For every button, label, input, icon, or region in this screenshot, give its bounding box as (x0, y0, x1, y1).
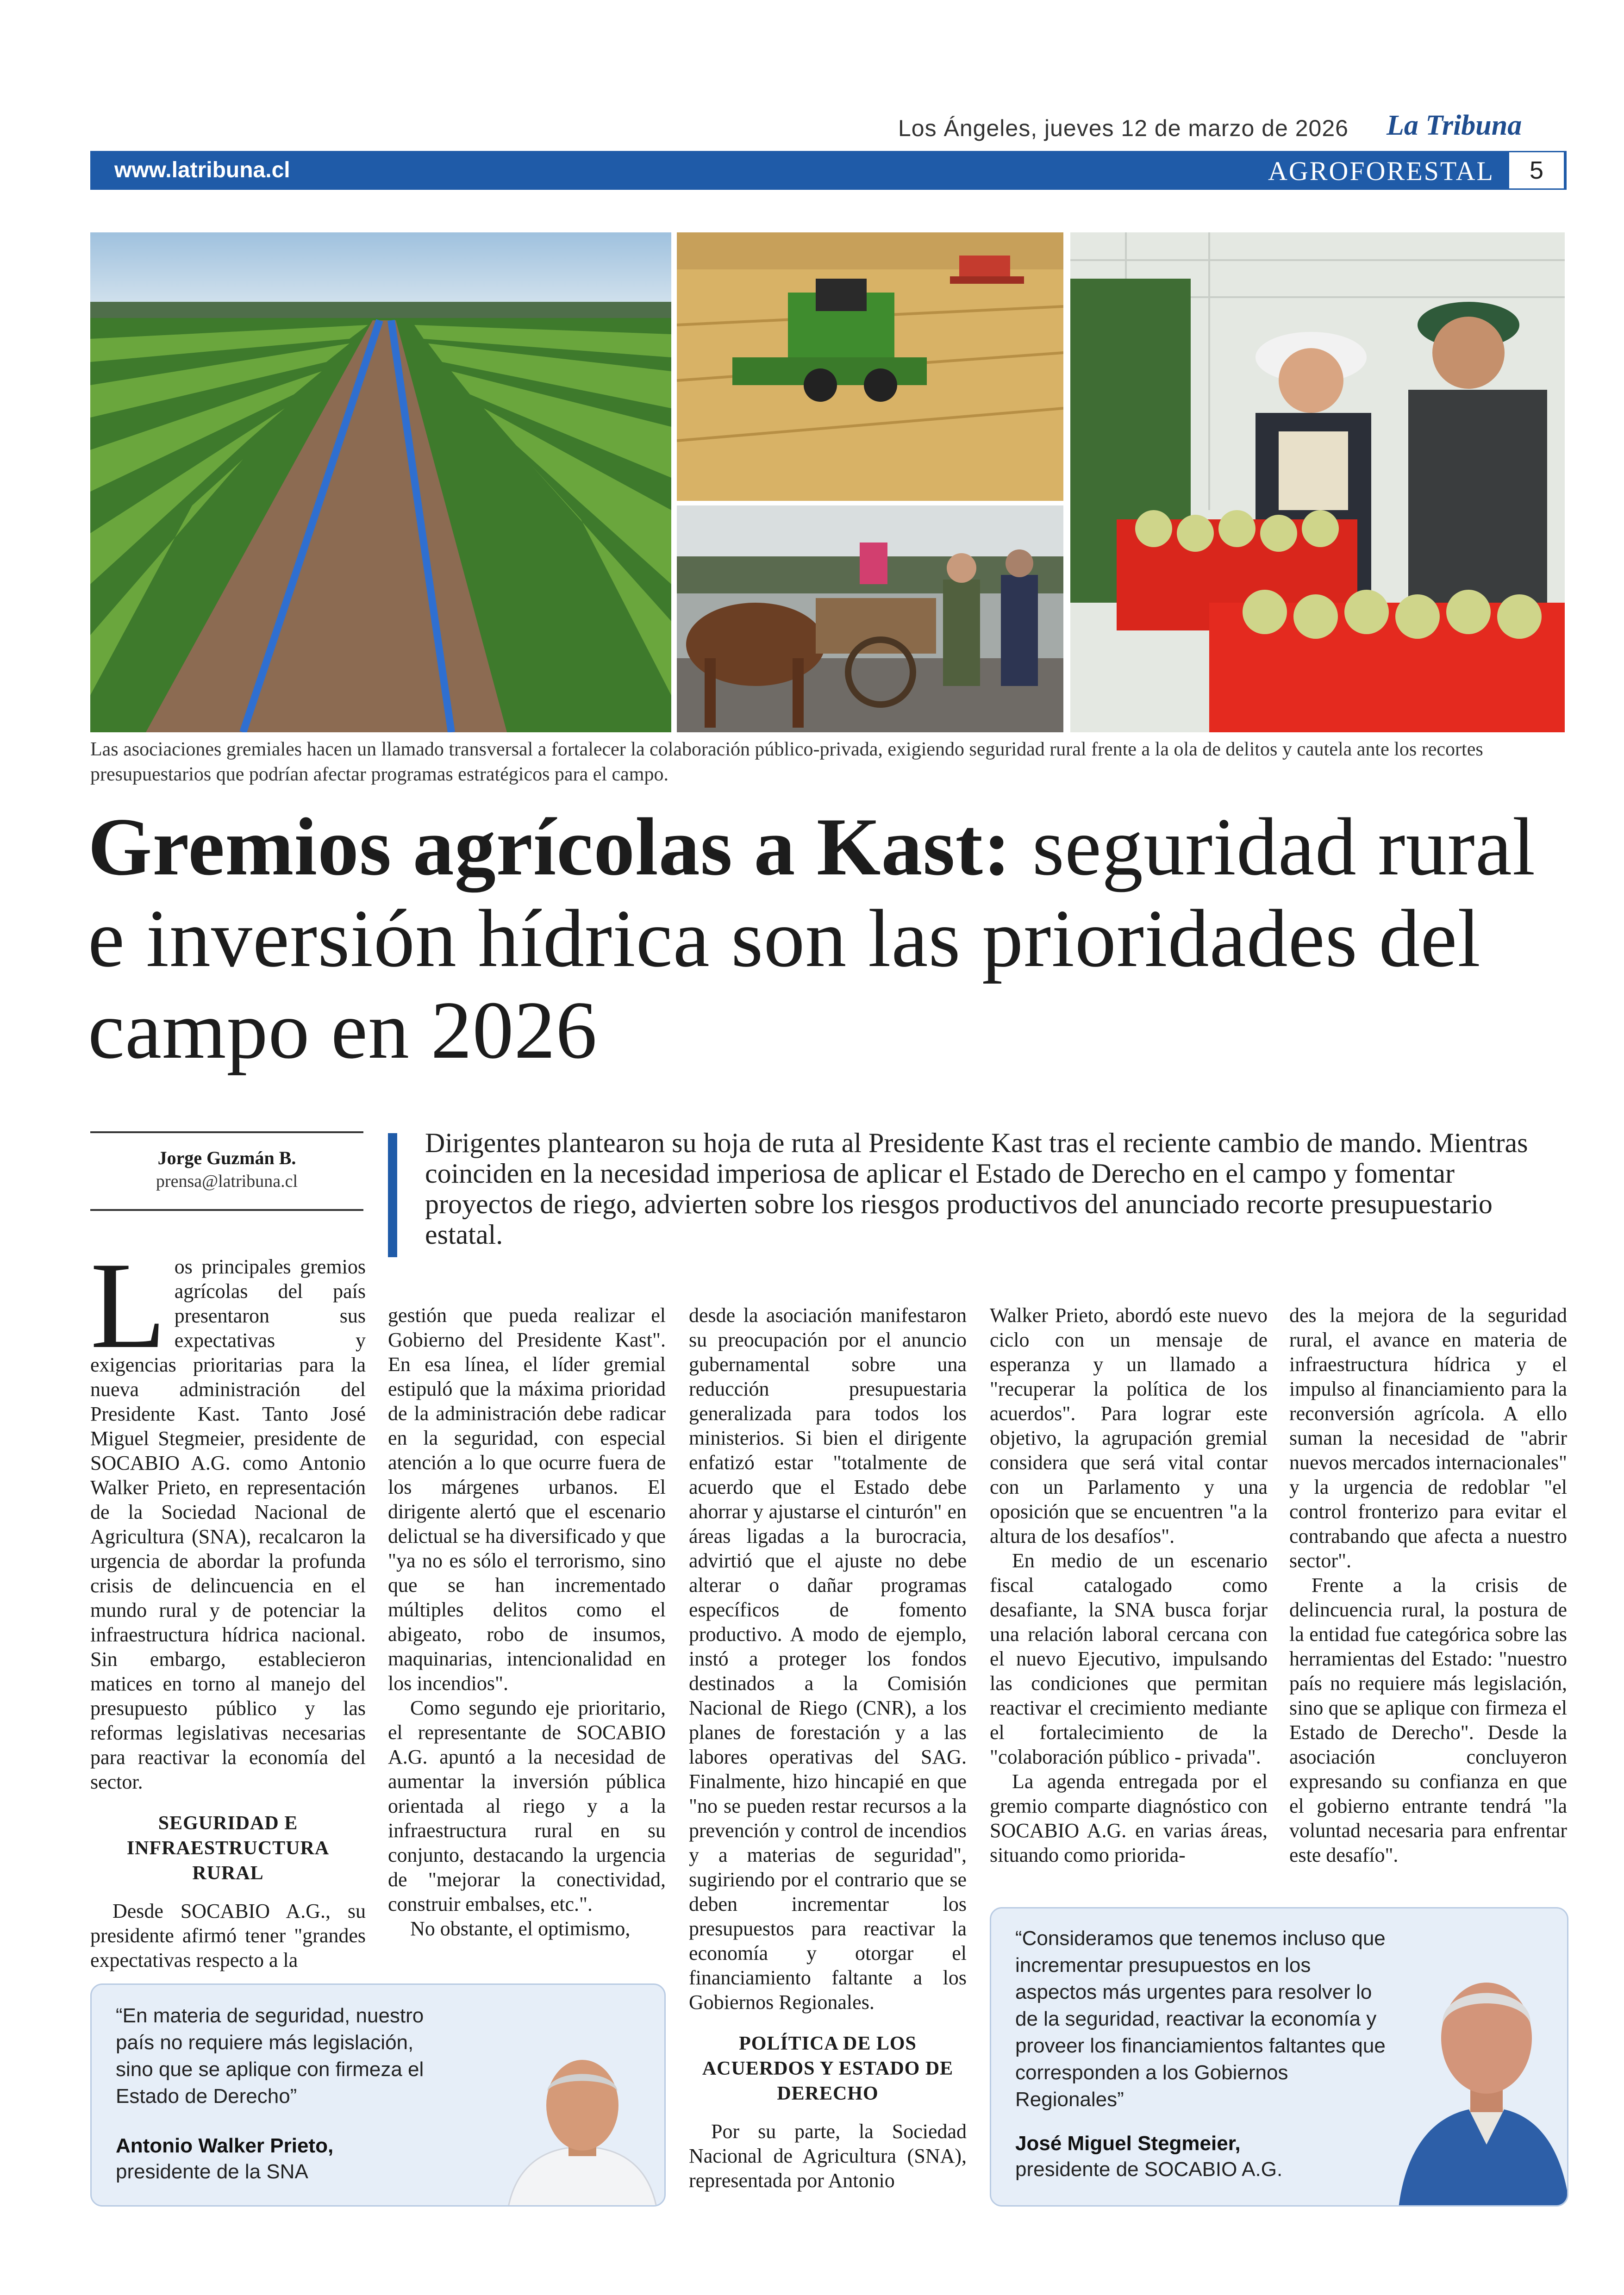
dateline: Los Ángeles, jueves 12 de marzo de 2026 (898, 115, 1349, 141)
rural-police-image (677, 505, 1063, 732)
column-4-paragraph-3: La agenda entregada por el gremio comparte diagnóstico con SOCABIO A.G. en varias áreas, situando como priorida- (990, 1770, 1268, 1866)
byline-bottom-rule (90, 1209, 363, 1211)
column-2-paragraph-3: No obstante, el optimismo, (410, 1917, 631, 1940)
photo-caption: Las asociaciones gremiales hacen un llamado transversal a fortalecer la colaboración público-privada, exigiendo seguridad rural frente a la ola de delitos y cautela ante los recortes presupuestarios que podrían afectar programas estratégicos para el campo. (90, 739, 1483, 785)
drop-cap: L (90, 1236, 166, 1374)
headline (88, 801, 1569, 1076)
lead-accent-bar (388, 1133, 397, 1257)
column-5-paragraph-1: des la mejora de la seguridad rural, el avance en materia de infraestructura hídrica y el impulso al financiamiento para la reconversión agrícola. A ello suman la necesidad de "abrir nuevos mercados internacionales" y la urgencia de redoblar "el control fronterizo para evitar el contrabando que afecta a nuestro sector". (1289, 1304, 1567, 1572)
quote-walker-text: “En materia de seguridad, nuestro país no requiere más legislación, sino que se aplique con firmeza el Estado de Derecho” (116, 2004, 424, 2108)
photo-rural-police (677, 505, 1063, 732)
quote-stegmeier-text: “Consideramos que tenemos incluso que incrementar presupuestos en los aspectos más urgentes para resolver lo de la seguridad, reactivar la economía y proveer los financiamientos faltantes que corresponden a los Gobiernos Regionales” (1015, 1927, 1386, 2111)
portrait-stegmeier (1399, 1936, 1568, 2207)
section-bar (90, 151, 1565, 190)
byline-top-rule (90, 1131, 363, 1133)
lead-paragraph: Dirigentes plantearon su hoja de ruta al Presidente Kast tras el reciente cambio de mando. Mientras coinciden en la necesidad imperiosa de aplicar el Estado de Derecho en el campo y fomentar proyectos de riego, advierten sobre los riesgos productivos del anunciado recorte presupuestario estatal. (425, 1128, 1528, 1250)
column-1-paragraph-2: Desde SOCABIO A.G., su presidente afirmó tener "grandes expectativas respecto a la (90, 1900, 366, 1971)
subhead-security: SEGURIDAD E INFRAESTRUCTURA RURAL (126, 1813, 330, 1884)
article-column-5 (1289, 1303, 1567, 1867)
site-url-link[interactable]: www.latribuna.cl (114, 158, 290, 182)
column-2-paragraph-1: gestión que pueda realizar el Gobierno del Presidente Kast". En esa línea, el líder gremial estipuló que la máxima prioridad de la administración debe radicar en la seguridad, con especial atención a lo que ocurre fuera de los márgenes urbanos. El dirigente alertó que el escenario delictual se ha diversificado y que "ya no es sólo el terrorismo, sino que se han incrementado múltiples delitos como el abigeato, robo de insumos, maquinarias, intencionalidad en los incendios". (388, 1304, 666, 1695)
column-1-text-1: os principales gremios agrícolas del país presentaron sus expectativas y exigencias prioritarias para la nueva administración del Presidente Kast. Tanto José Miguel Stegmeier, presidente de SOCABIO A.G. como Antonio Walker Prieto, en representación de la Sociedad Nacional de Agricultura (SNA), recalcaron la urgencia de abordar la profunda crisis de delincuencia en el mundo rural y de potenciar la infraestructura hídrica nacional. Sin embargo, establecieron matices en torno al manejo del presupuesto público y las reformas legislativas necesarias para reactivar la economía del sector. (90, 1255, 366, 1793)
column-3-paragraph-2: Por su parte, la Sociedad Nacional de Agricultura (SNA), representada por Antonio (689, 2120, 967, 2192)
column-2-paragraph-2: Como segundo eje prioritario, el representante de SOCABIO A.G. apuntó a la necesidad de aumentar la inversión pública orientada al riego y a la infraestructura rural en su conjunto, destacando la urgencia de "mejorar la conectividad, construir embalses, etc.". (388, 1696, 666, 1915)
column-4-paragraph-2: En medio de un escenario fiscal catalogado como desafiante, la SNA busca forjar una relación laboral cercana con el nuevo Ejecutivo, impulsando las condiciones que permitan reactivar el crecimiento mediante el fortalecimiento de la "colaboración público - privada". (990, 1549, 1268, 1768)
article-column-1 (90, 1236, 366, 1972)
greenhouse-tomatoes-image (1070, 232, 1565, 732)
quote-stegmeier-name: José Miguel Stegmeier, (1015, 2132, 1241, 2155)
quote-stegmeier-role: presidente de SOCABIO A.G. (1015, 2158, 1283, 2181)
quote-walker-role: presidente de la SNA (116, 2160, 308, 2183)
quote-box-stegmeier (990, 1907, 1568, 2207)
subhead-politics: POLÍTICA DE LOS ACUERDOS Y ESTADO DE DERECHO (702, 2033, 954, 2104)
irrigation-field-image (90, 232, 671, 732)
byline-email[interactable]: prensa@latribuna.cl (156, 1172, 298, 1191)
portrait-walker (499, 2054, 666, 2207)
article-column-3 (689, 1303, 967, 2193)
newspaper-logo[interactable]: La Tribuna (1387, 110, 1522, 141)
article-column-4 (990, 1303, 1268, 1867)
page-number: 5 (1509, 151, 1567, 190)
headline-regular: seguridad rural e inversión hídrica son las prioridades del campo en 2026 (88, 801, 1536, 1076)
column-4-paragraph-1: Walker Prieto, abordó este nuevo ciclo con un mensaje de esperanza y un llamado a "recuperar la política de los acuerdos". Para lograr este objetivo, la agrupación gremial considera que será vital contar con un Parlamento y una oposición que se encuentren "a la altura de los desafíos". (990, 1304, 1268, 1547)
section-title: AGROFORESTAL (1268, 156, 1494, 186)
headline-bold: Gremios agrícolas a Kast: (88, 801, 1012, 892)
byline-author: Jorge Guzmán B. (157, 1148, 296, 1168)
photo-irrigation-field (90, 232, 671, 732)
article-column-2 (388, 1303, 666, 1941)
quote-box-walker (90, 1983, 666, 2207)
column-3-paragraph-1: desde la asociación manifestaron su preocupación por el anuncio gubernamental sobre una reducción presupuestaria generalizada para todos los ministerios. Si bien el dirigente enfatizó estar "totalmente de acuerdo que el Estado debe ahorrar y ajustarse el cinturón" en áreas ligadas a la burocracia, advirtió que el ajuste no debe alterar o dañar programas específicos de fomento productivo. A modo de ejemplo, instó a proteger los fondos destinados a la Comisión Nacional de Riego (CNR), a los planes de forestación y a las labores operativas del SAG. Finalmente, hizo hincapié en que "no se pueden restar recursos a la prevención y control de incendios y a materias de seguridad", sugiriendo por el contrario que se deben incrementar los presupuestos para reactivar la economía y otorgar el financiamiento faltante a los Gobiernos Regionales. (689, 1304, 967, 2014)
photo-greenhouse-tomatoes (1070, 232, 1565, 732)
column-1-paragraph-1 (90, 1236, 366, 1794)
quote-walker-name: Antonio Walker Prieto, (116, 2134, 334, 2157)
column-5-paragraph-2: Frente a la crisis de delincuencia rural, la postura de la entidad fue categórica sobre las herramientas del Estado: "nuestro país no requiere más legislación, sino que se aplique con firmeza el Estado de Derecho". Desde la asociación concluyeron expresando su confianza en que el gobierno entrante tendrá "la voluntad necesaria para enfrentar este desafío". (1289, 1574, 1567, 1866)
harvester-image (677, 232, 1063, 501)
photo-harvester (677, 232, 1063, 501)
